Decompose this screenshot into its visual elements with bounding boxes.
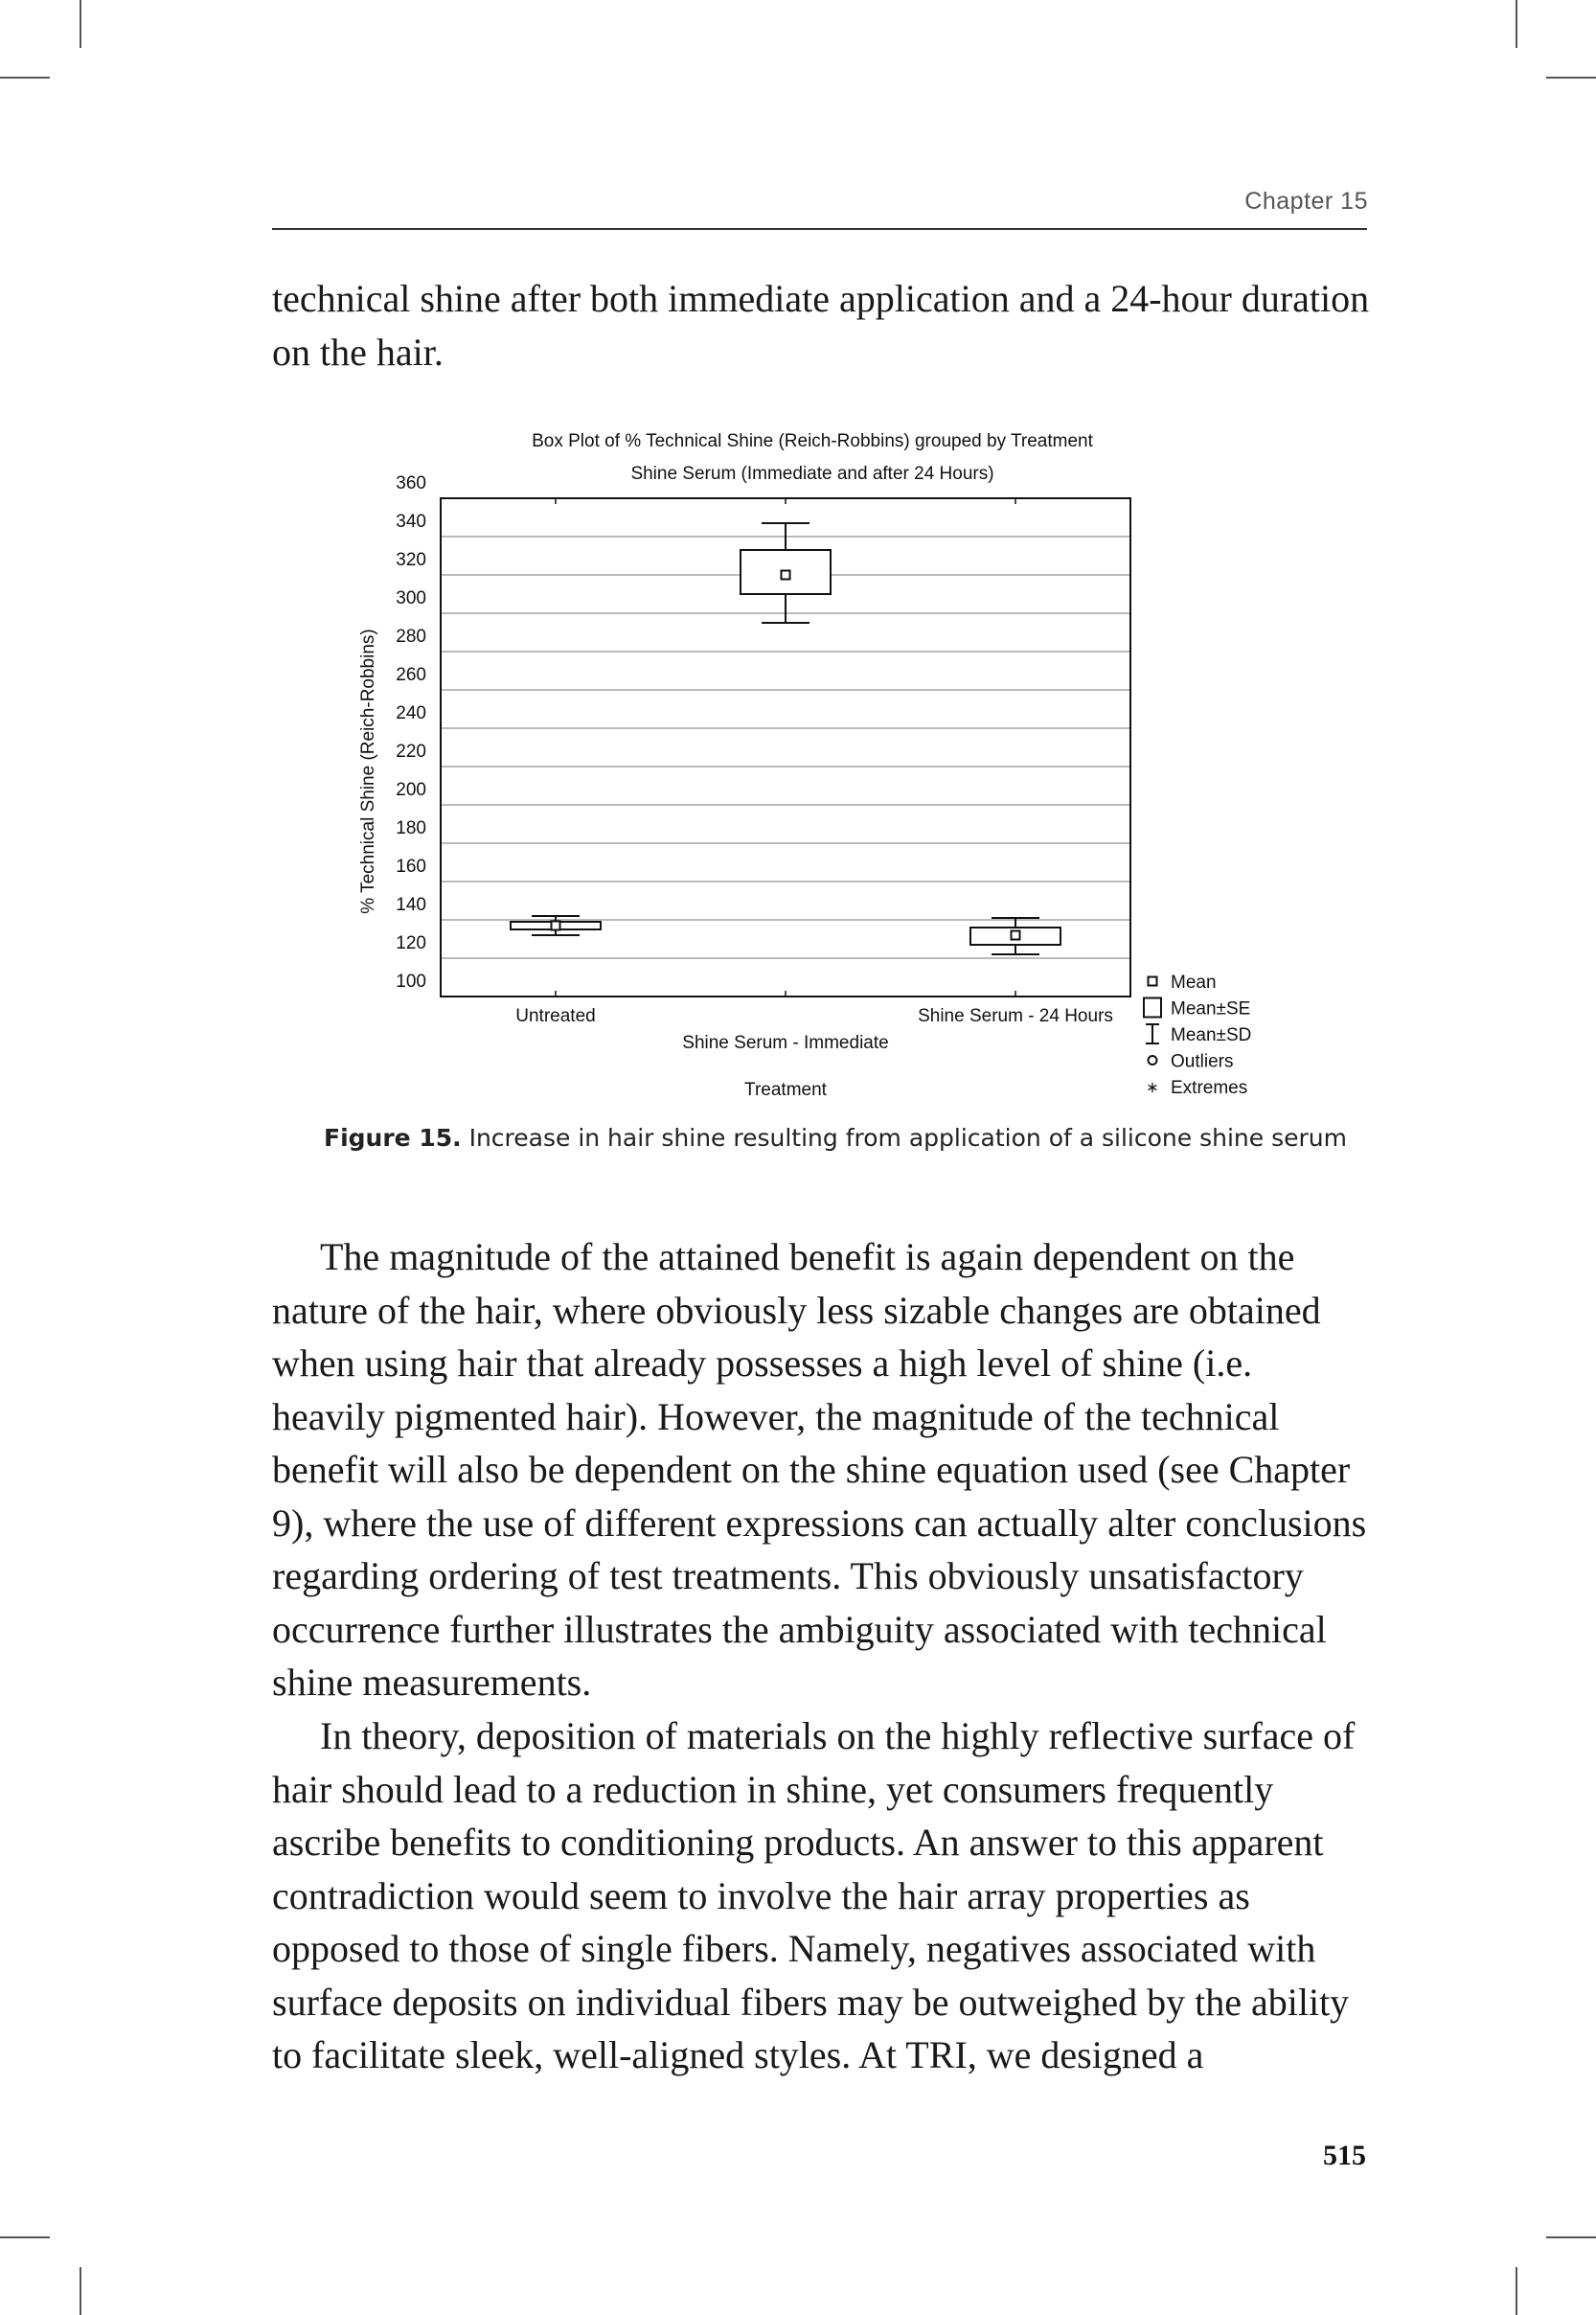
- legend-label: Mean: [1171, 973, 1217, 993]
- x-category-label: Shine Serum - 24 Hours: [918, 1006, 1113, 1026]
- mean-marker: [552, 922, 560, 930]
- legend-item: [1144, 998, 1250, 1020]
- y-tick-label: 140: [396, 895, 426, 915]
- legend-se-swatch: [1144, 998, 1161, 1018]
- legend-extreme-swatch: ∗: [1146, 1080, 1159, 1096]
- y-tick-label: 160: [396, 857, 426, 877]
- y-tick-label: 320: [396, 550, 426, 570]
- y-axis-label: % Technical Shine (Reich-Robbins): [358, 629, 378, 914]
- crop-mark: [1546, 2236, 1596, 2238]
- y-tick-label: 220: [396, 742, 426, 762]
- page-number: 515: [1323, 2140, 1366, 2171]
- body-paragraph-1: The magnitude of the attained benefit is again dependent on the nature of the hair, where obviously less sizable changes are obtained when using hair that already possesses a high level of shine (i.e. heavily pigmented hair). However, the magnitude of the technical benefit will also be dependent on the shine equation used (see Chapter 9), where the use of different expressions can actually alter conclusions regarding ordering of test treatments. This obviously unsatisfactory occurrence further illustrates the ambiguity associated with technical shine measurements.: [272, 1235, 1367, 1704]
- y-tick-label: 340: [396, 512, 426, 532]
- y-tick-label: 120: [396, 933, 426, 953]
- crop-mark: [80, 2267, 81, 2315]
- crop-mark: [80, 0, 81, 48]
- crop-mark: [0, 2236, 50, 2238]
- y-tick-label: 260: [396, 665, 426, 685]
- box-group: [511, 916, 601, 935]
- legend-outlier-swatch: [1149, 1056, 1157, 1065]
- figure-label: Figure 15.: [324, 1124, 462, 1152]
- figure-caption-text: Increase in hair shine resulting from application of a silicone shine serum: [468, 1124, 1347, 1152]
- legend-label: Outliers: [1171, 1051, 1234, 1072]
- intro-paragraph: technical shine after both immediate application and a 24-hour duration on the hair.: [272, 277, 1370, 374]
- legend-label: Extremes: [1171, 1078, 1248, 1098]
- crop-mark: [0, 77, 50, 79]
- mean-marker: [1012, 931, 1020, 940]
- y-tick-label: 200: [396, 780, 426, 800]
- legend-item: [1149, 1052, 1234, 1072]
- y-tick-label: 300: [396, 588, 426, 608]
- y-tick-label: 360: [396, 473, 426, 493]
- legend-label: Mean±SD: [1171, 1025, 1252, 1045]
- y-tick-label: 180: [396, 818, 426, 838]
- body-paragraph-2: In theory, deposition of materials on the highly reflective surface of hair should lead to a reduction in shine, yet consumers frequently ascribe benefits to conditioning products. An answer to this apparent contradiction would seem to involve the hair array properties as opposed to those of single fibers. Namely, negatives associated with surface deposits on individual fibers may be outweighed by the ability to facilitate sleek, well-aligned styles. At TRI, we designed a: [272, 1714, 1356, 2076]
- y-tick-label: 240: [396, 703, 426, 723]
- figure-caption: [324, 1124, 1347, 1152]
- y-tick-label: 100: [396, 972, 426, 992]
- legend-item: [1146, 1078, 1247, 1098]
- header-rule: [272, 228, 1367, 230]
- crop-mark: [1516, 2267, 1517, 2315]
- figure-box-plot: [345, 422, 1303, 1112]
- chart-title-line-2: Shine Serum (Immediate and after 24 Hours): [630, 464, 994, 484]
- legend-mean-swatch: [1149, 977, 1157, 986]
- x-axis-label: Treatment: [744, 1080, 827, 1100]
- legend-item: [1149, 973, 1217, 993]
- running-head: Chapter 15: [1244, 188, 1368, 215]
- box-group: [970, 918, 1060, 954]
- legend-label: Mean±SE: [1171, 998, 1251, 1020]
- x-category-label: Untreated: [515, 1006, 596, 1026]
- y-tick-label: 280: [396, 627, 426, 647]
- chart-title-line-1: Box Plot of % Technical Shine (Reich-Robbins) grouped by Treatment: [532, 431, 1093, 451]
- box-group: [741, 523, 831, 623]
- mean-marker: [782, 571, 790, 580]
- crop-mark: [1546, 77, 1596, 79]
- box-plot-chart: [345, 422, 1303, 1112]
- crop-mark: [1516, 0, 1517, 48]
- x-category-label: Shine Serum - Immediate: [682, 1033, 889, 1053]
- legend-sd-swatch: [1146, 1024, 1159, 1043]
- legend-item: [1146, 1024, 1251, 1045]
